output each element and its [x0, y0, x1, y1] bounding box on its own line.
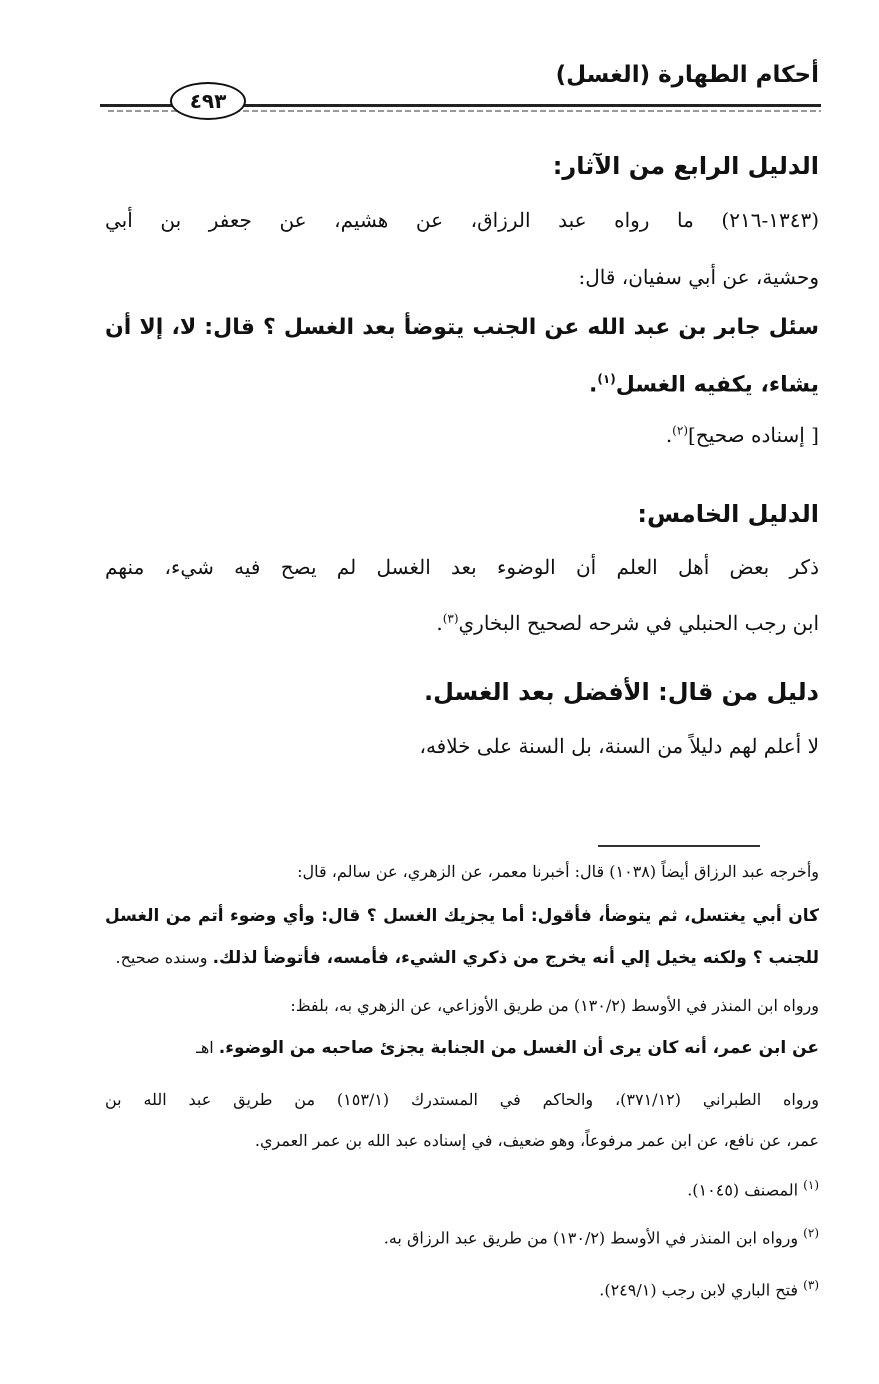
quote-line: سئل جابر بن عبد الله عن الجنب يتوضأ بعد الغسل ؟ قال: لا، إلا أن: [105, 315, 819, 340]
footnote-separator: [598, 845, 760, 847]
footnote-ref: (٢): [672, 423, 688, 438]
text-line: وحشية، عن أبي سفيان، قال:: [578, 265, 819, 289]
text-line: [105, 611, 819, 635]
quote-line: [105, 372, 819, 397]
heading-fourth-evidence: الدليل الرابع من الآثار:: [552, 152, 819, 180]
footnote-quote-text: عن ابن عمر، أنه كان يرى أن الغسل من الجنابة يجزئ صاحبه من الوضوء.: [218, 1038, 819, 1058]
quote-text: يشاء، يكفيه الغسل: [615, 372, 819, 398]
footnote-number: (٢): [803, 1226, 819, 1240]
footnote-number: (١): [803, 1178, 819, 1192]
footnote-quote: كان أبي يغتسل، ثم يتوضأ، فأقول: أما يجزيك الغسل ؟ قال: وأي وضوء أتم من الغسل: [105, 906, 819, 926]
footnote-ref: (٣): [442, 611, 459, 626]
footnote-3: [105, 1278, 819, 1299]
footnote-line: ورواه الطبراني (٣٧١/١٢)، والحاكم في المستدرك (١٥٣/١) من طريق عبد الله بن: [105, 1090, 820, 1109]
heading-opposing-view: دليل من قال: الأفضل بعد الغسل.: [424, 678, 819, 706]
footnote-line: [105, 1038, 819, 1058]
punctuation: .: [665, 423, 673, 447]
grading-text: [ إسناده صحيح]: [688, 423, 819, 447]
footnote-text: اهـ: [196, 1038, 219, 1057]
text-content: ابن رجب الحنبلي في شرحه لصحيح البخاري: [458, 611, 819, 635]
footnote-ref: (١): [597, 372, 616, 386]
text-line: ذكر بعض أهل العلم أن الوضوء بعد الغسل لم يصح فيه شيء، منهم: [105, 555, 819, 579]
heading-fifth-evidence: الدليل الخامس:: [637, 500, 819, 528]
footnote-line: وأخرجه عبد الرزاق أيضاً (١٠٣٨) قال: أخبرنا معمر، عن الزهري، عن سالم، قال:: [297, 862, 819, 881]
page-number: ٤٩٣: [170, 82, 246, 120]
footnote-line: [105, 948, 819, 968]
footnote-2: [105, 1226, 819, 1247]
footnote-text: وسنده صحيح.: [115, 948, 213, 967]
footnote-text: المصنف (١٠٤٥).: [687, 1180, 799, 1200]
footnote-text: ورواه ابن المنذر في الأوسط (١٣٠/٢) من طريق عبد الرزاق به.: [383, 1228, 799, 1248]
punctuation: .: [436, 611, 443, 635]
footnote-quote-text: للجنب ؟ ولكنه يخيل إلي أنه يخرج من ذكري الشيء، فأمسه، فأتوضأ لذلك.: [212, 948, 819, 968]
text-line: لا أعلم لهم دليلاً من السنة، بل السنة على خلافه،: [419, 734, 819, 758]
footnote-number: (٣): [803, 1278, 819, 1292]
punctuation: .: [589, 372, 598, 398]
footnote-1: [105, 1178, 819, 1199]
footnote-line: ورواه ابن المنذر في الأوسط (١٣٠/٢) من طريق الأوزاعي، عن الزهري به، بلفظ:: [290, 996, 819, 1015]
running-header-title: أحكام الطهارة (الغسل): [555, 62, 819, 88]
footnote-line: عمر، عن نافع، عن ابن عمر مرفوعاً، وهو ضعيف، في إسناده عبد الله بن عمر العمري.: [254, 1131, 819, 1150]
footnote-text: فتح الباري لابن رجب (٢٤٩/١).: [599, 1280, 799, 1300]
text-line: (١٣٤٣-٢١٦) ما رواه عبد الرزاق، عن هشيم، عن جعفر بن أبي: [105, 208, 819, 232]
grading-line: [105, 423, 819, 447]
